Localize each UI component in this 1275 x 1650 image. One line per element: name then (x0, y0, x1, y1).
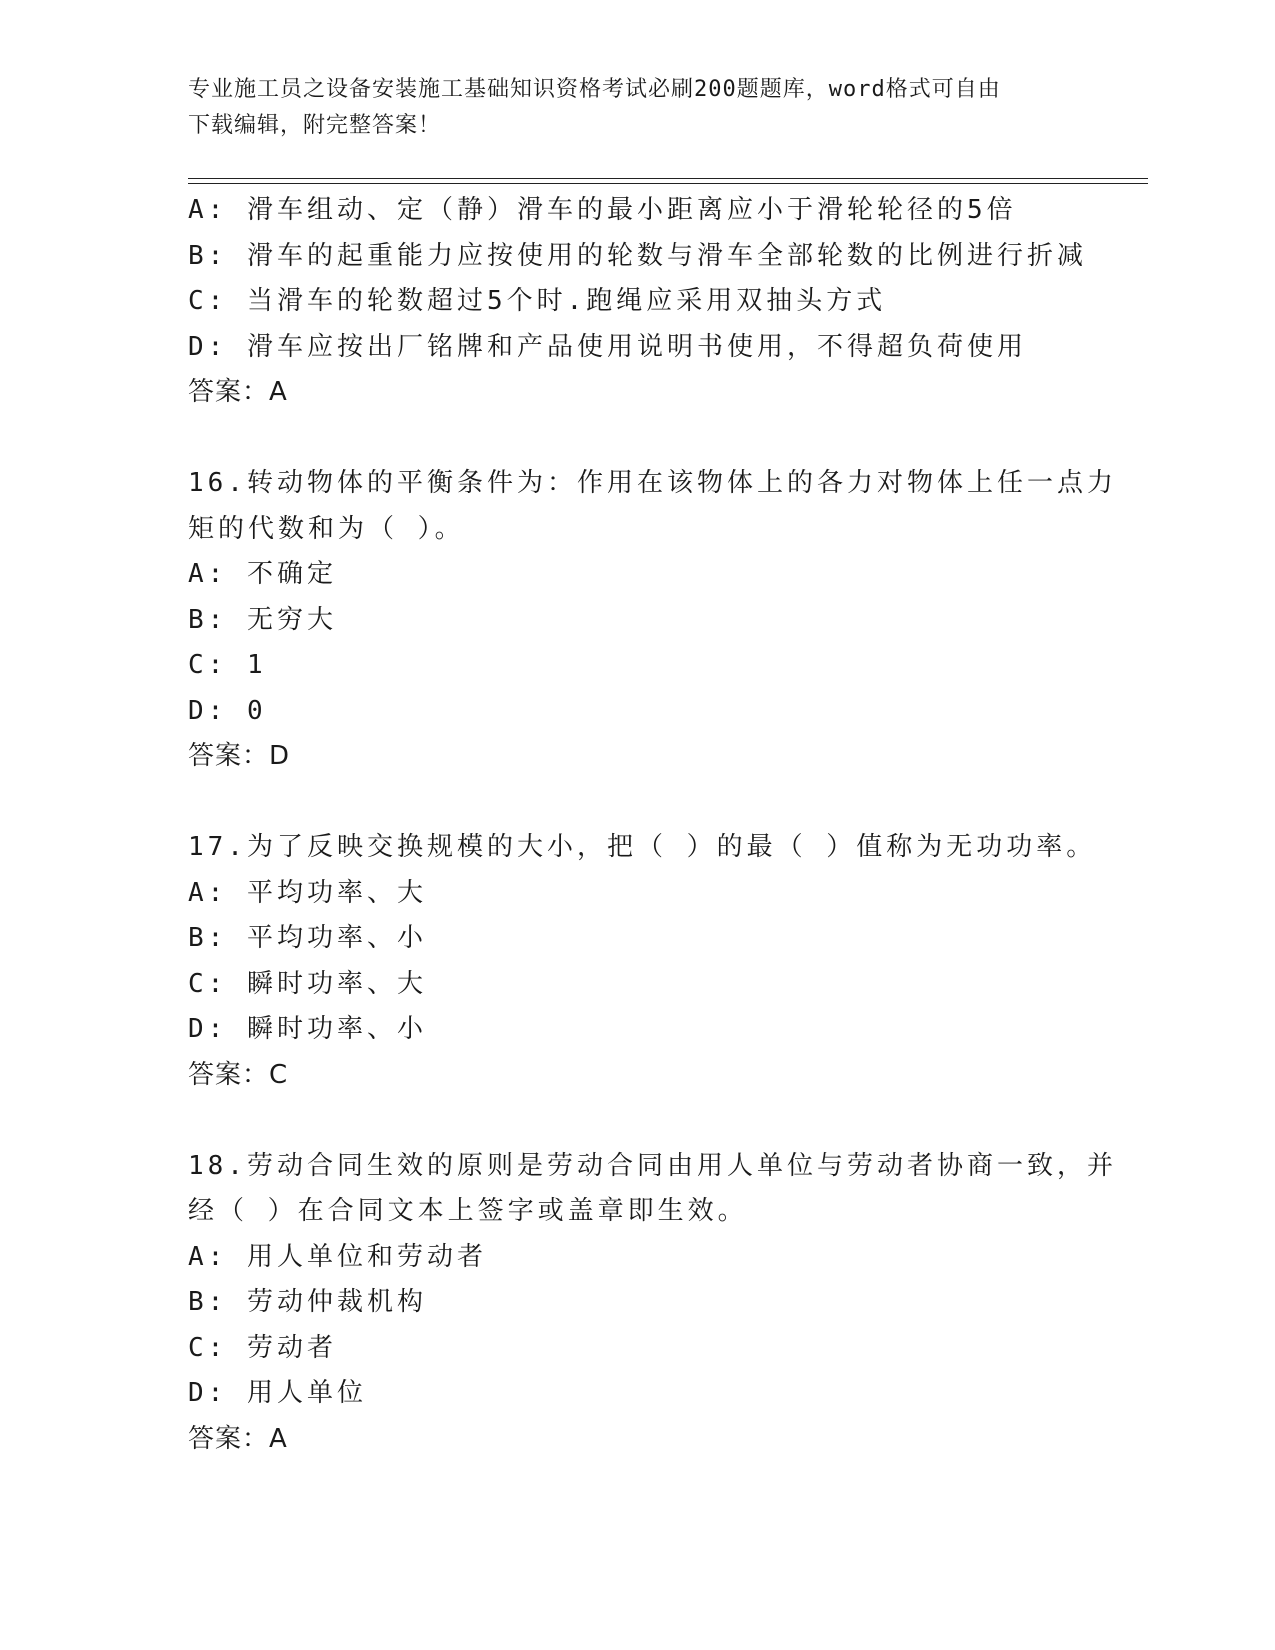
option-b: B: 滑车的起重能力应按使用的轮数与滑车全部轮数的比例进行折减 (188, 240, 1087, 271)
option-b: B: 无穷大 (188, 604, 337, 635)
question-list (188, 188, 1117, 1462)
option-b: B: 劳动仲裁机构 (188, 1287, 427, 1317)
option-a: A: 不确定 (188, 559, 337, 589)
answer-line: 答案：A (188, 1423, 288, 1454)
answer-line: 答案：A (188, 377, 288, 407)
question-15 (188, 188, 1088, 416)
header-rule-bottom (188, 183, 1148, 184)
option-a: A: 平均功率、大 (188, 877, 427, 908)
header-rule-top (188, 178, 1148, 179)
spacer (188, 780, 1088, 826)
question-stem-line-1: 17.为了反映交换规模的大小，把（ ）的最（ ）值称为无功功率。 (188, 832, 1097, 862)
option-c: C: 1 (188, 650, 267, 680)
option-d: D: 滑车应按出厂铭牌和产品使用说明书使用，不得超负荷使用 (188, 331, 1027, 362)
question-stem-line-2: 矩的代数和为（ ）。 (188, 513, 465, 544)
header-line-2: 下载编辑，附完整答案！ (188, 113, 442, 138)
document-header (188, 72, 1088, 144)
question-stem-line-2: 经（ ）在合同文本上签字或盖章即生效。 (188, 1196, 748, 1226)
spacer (188, 416, 1088, 462)
header-line-1: 专业施工员之设备安装施工基础知识资格考试必刷200题题库，word格式可自由 (188, 77, 1001, 102)
option-d: D: 0 (188, 695, 267, 726)
answer-line: 答案：D (188, 741, 291, 771)
option-b: B: 平均功率、小 (188, 923, 427, 953)
question-18 (188, 1144, 1117, 1463)
question-stem-line-1: 16.转动物体的平衡条件为：作用在该物体上的各力对物体上任一点力 (188, 468, 1117, 498)
option-c: C: 当滑车的轮数超过5个时.跑绳应采用双抽头方式 (188, 286, 887, 316)
option-d: D: 用人单位 (188, 1378, 367, 1408)
option-d: D: 瞬时功率、小 (188, 1014, 427, 1044)
question-17 (188, 825, 1097, 1098)
option-c: C: 劳动者 (188, 1332, 337, 1363)
option-c: C: 瞬时功率、大 (188, 968, 427, 999)
question-16 (188, 461, 1117, 780)
answer-line: 答案：C (188, 1059, 289, 1090)
option-a: A: 滑车组动、定（静）滑车的最小距离应小于滑轮轮径的5倍 (188, 195, 1017, 225)
option-a: A: 用人单位和劳动者 (188, 1241, 487, 1272)
question-stem-line-1: 18.劳动合同生效的原则是劳动合同由用人单位与劳动者协商一致，并 (188, 1150, 1117, 1181)
spacer (188, 1098, 1088, 1144)
